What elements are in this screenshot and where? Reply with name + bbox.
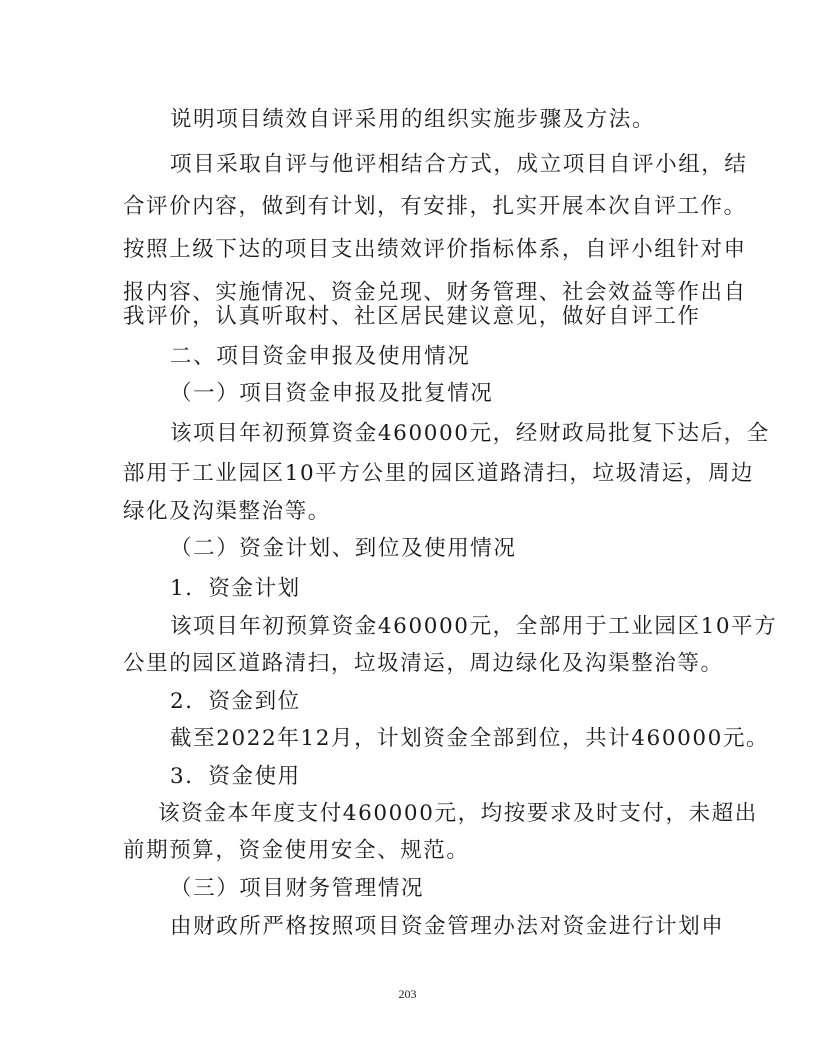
text-line: 前期预算，资金使用安全、规范。 (123, 838, 470, 863)
text-line: 报内容、实施情况、资金兑现、财务管理、社会效益等作出自 (123, 280, 747, 305)
item-heading: 3．资金使用 (170, 764, 301, 789)
text-line: 由财政所严格按照项目资金管理办法对资金进行计划申 (170, 914, 725, 939)
page-number: 203 (398, 987, 417, 1001)
text-line: 绿化及沟渠整治等。 (123, 499, 331, 524)
item-heading: 1．资金计划 (170, 576, 301, 601)
text-line: 公里的园区道路清扫，垃圾清运，周边绿化及沟渠整治等。 (123, 651, 724, 676)
text-line: 部用于工业园区10平方公里的园区道路清扫，垃圾清运，周边 (123, 461, 755, 486)
text-line: 项目采取自评与他评相结合方式，成立项目自评小组，结 (170, 152, 748, 177)
text-line: 合评价内容，做到有计划，有安排，扎实开展本次自评工作。 (123, 194, 747, 219)
subsection-heading: （二）资金计划、到位及使用情况 (170, 536, 517, 561)
section-heading: 二、项目资金申报及使用情况 (170, 344, 471, 369)
text-line: 按照上级下达的项目支出绩效评价指标体系，自评小组针对申 (123, 237, 747, 262)
text-line: 该项目年初预算资金460000元，经财政局批复下达后，全 (170, 421, 770, 446)
subsection-heading: （一）项目资金申报及批复情况 (170, 381, 494, 406)
item-heading: 2．资金到位 (170, 689, 301, 714)
subsection-heading: （三）项目财务管理情况 (170, 876, 425, 901)
text-line: 我评价，认真听取村、社区居民建议意见，做好自评工作 (123, 304, 701, 329)
text-line: 该资金本年度支付460000元，均按要求及时支付，未超出 (158, 801, 758, 826)
text-line: 该项目年初预算资金460000元，全部用于工业园区10平方 (170, 614, 778, 639)
text-line: 截至2022年12月，计划资金全部到位，共计460000元。 (170, 726, 770, 751)
text-line: 说明项目绩效自评采用的组织实施步骤及方法。 (170, 107, 656, 132)
